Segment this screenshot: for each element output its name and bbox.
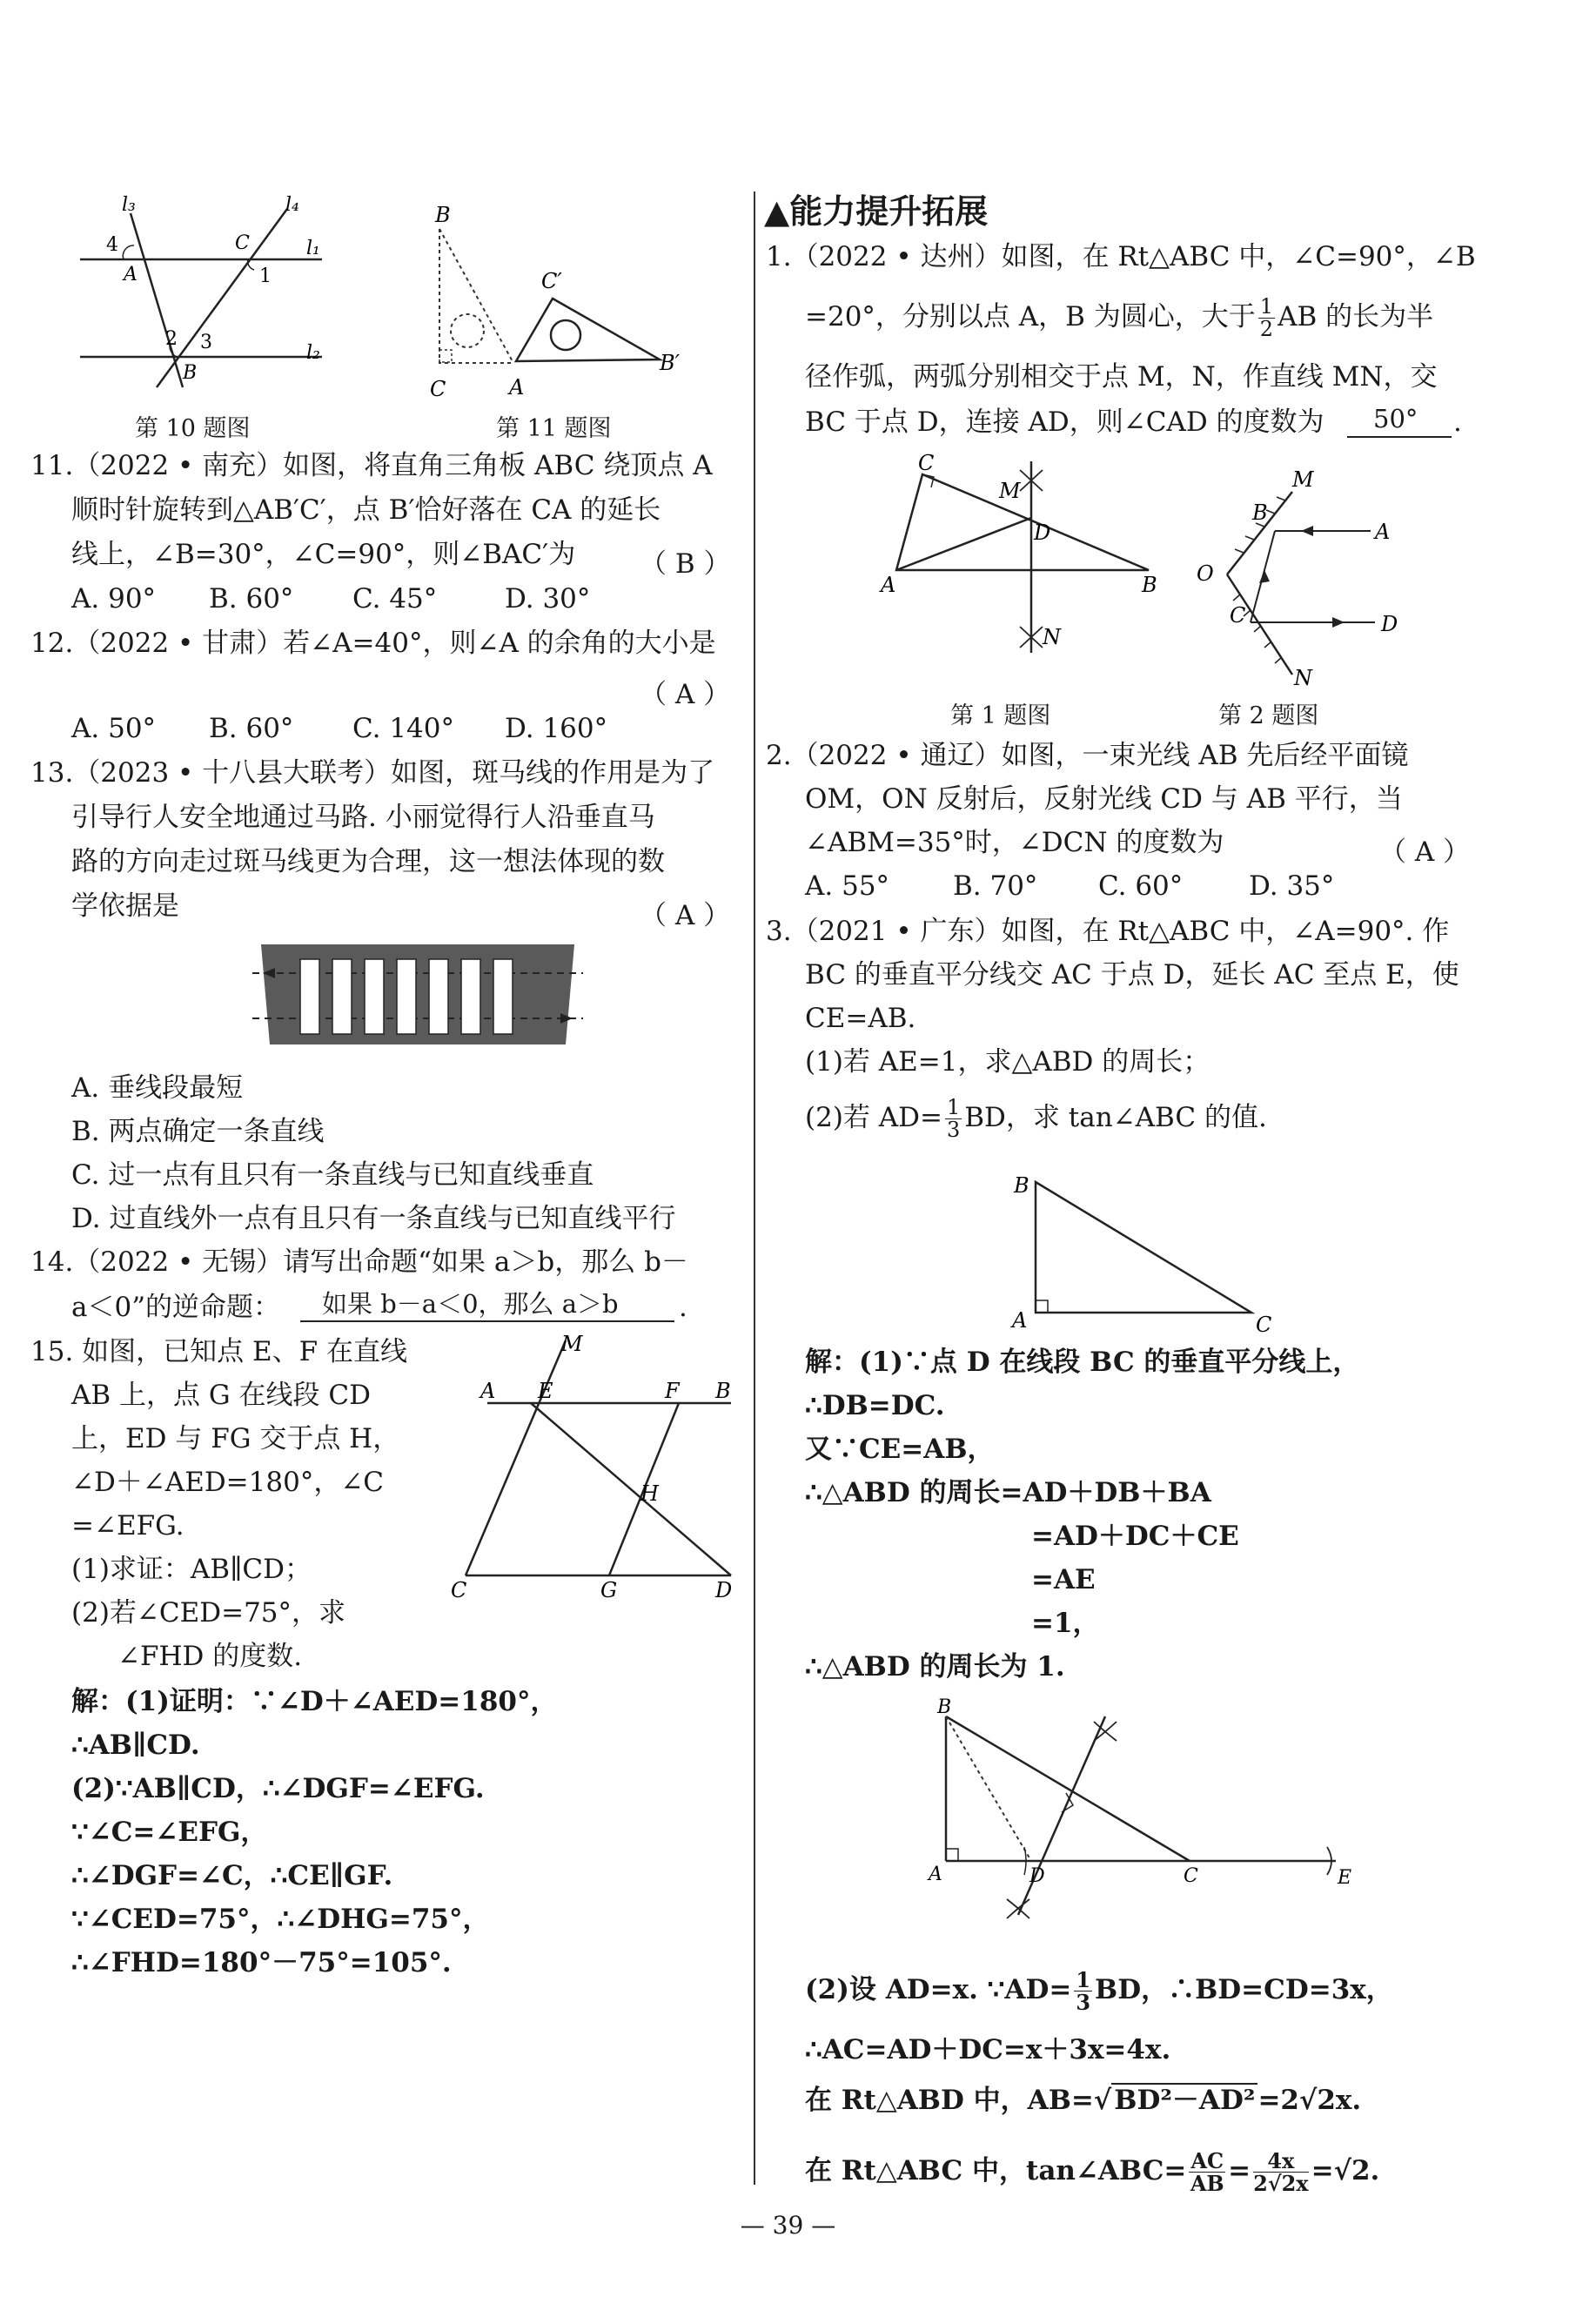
r2-fig-c: C: [1230, 603, 1246, 628]
q15-line-3: 上，ED 与 FG 交于点 H，: [71, 1423, 400, 1454]
q12-option-a: A. 50°: [71, 713, 157, 744]
q13-answer: （ A ）: [640, 900, 731, 931]
r2-option-c: C. 60°: [1098, 870, 1184, 902]
r3-sol2-frac-num: 1: [1076, 1967, 1091, 1992]
r3-line-2: BC 的垂直平分线交 AC 于点 D，延长 AC 至点 E，使: [805, 959, 1459, 991]
q13-line-2: 引导行人安全地通过马路. 小丽觉得行人沿垂直马: [71, 802, 655, 833]
q15-line-8: ∠FHD 的度数.: [117, 1641, 303, 1672]
r3-sol1-2: ∴DB=DC.: [805, 1390, 945, 1421]
r1-line-2-pre: =20°，分别以点 A，B 为圆心，大于: [805, 301, 1256, 333]
r2-line-3: ∠ABM=35°时，∠DCN 的度数为: [805, 827, 1224, 858]
fig10-label-l1: l₁: [306, 238, 320, 259]
r1-fig-d: D: [1034, 521, 1051, 545]
q13-option-a: A. 垂线段最短: [71, 1072, 244, 1104]
r1-line-2: [805, 296, 1433, 340]
r2-fig-o: O: [1197, 561, 1214, 586]
r3-sol2-line-2: ∴AC=AD＋DC=x＋3x=4x.: [805, 2034, 1171, 2065]
q15-line-1: 15. 如图，已知点 E、F 在直线: [30, 1336, 407, 1367]
q12-option-b: B. 60°: [209, 713, 294, 744]
q15-solution-3: (2)∵AB∥CD，∴∠DGF=∠EFG.: [71, 1773, 485, 1804]
r3-sol1-5: =AD＋DC＋CE: [1031, 1521, 1239, 1552]
q12-option-c: C. 140°: [352, 713, 454, 744]
figure-r2: [1188, 466, 1432, 692]
r3-line-1: 3.（2021 • 广东）如图，在 Rt△ABC 中，∠A=90°. 作: [766, 916, 1450, 947]
r3-sol2-line-3: [805, 2087, 1361, 2114]
r2-option-d: D. 35°: [1249, 870, 1335, 902]
q15-fig-e: E: [538, 1379, 553, 1403]
fig10-label-c: C: [235, 232, 250, 254]
q14-line-2-end: .: [679, 1292, 687, 1323]
r1-fig-m: M: [999, 479, 1021, 503]
r1-answer: 50°: [1373, 404, 1418, 433]
r1-fig-a: A: [881, 573, 896, 597]
q15-line-7: (2)若∠CED=75°，求: [71, 1597, 346, 1629]
r2-option-a: A. 55°: [805, 870, 890, 902]
r1-line-4-end: .: [1453, 406, 1462, 438]
column-divider: [754, 191, 755, 2185]
r3-sol2-frac1-num: AC: [1190, 2148, 1224, 2173]
q15-fig-h: H: [640, 1481, 659, 1506]
q11-answer: （ B ）: [640, 548, 731, 580]
r3-tri-b: B: [1014, 1173, 1029, 1198]
q13-option-c: C. 过一点有且只有一条直线与已知直线垂直: [71, 1159, 594, 1191]
r2-fig-n: N: [1294, 666, 1312, 690]
q15-fig-a: A: [480, 1379, 496, 1403]
q15-fig-m: M: [561, 1332, 583, 1356]
r3-tri-c: C: [1256, 1313, 1272, 1337]
r3-sol2-frac-4x: [1253, 2148, 1309, 2197]
fig10-label-2: 2: [165, 328, 178, 350]
q14-line-1: 14.（2022 • 无锡）请写出命题“如果 a＞b，那么 b－: [30, 1246, 688, 1278]
r3-sol2-radicand: BD²－AD²: [1111, 2083, 1257, 2116]
r2-fig-d: D: [1381, 612, 1398, 636]
q13-option-d: D. 过直线外一点有且只有一条直线与已知直线平行: [71, 1203, 676, 1234]
r3-sol2-a-post: BD，∴BD=CD=3x，: [1095, 1974, 1393, 2006]
r3-sol2-fraction: [1074, 1967, 1092, 2016]
r3-tri-a: A: [1012, 1308, 1028, 1333]
q11-option-a: A. 90°: [71, 583, 157, 615]
q11-line-3: 线上，∠B=30°，∠C=90°，则∠BAC′为: [71, 539, 576, 570]
q15-line-2: AB 上，点 G 在线段 CD: [71, 1380, 371, 1411]
r1-fraction: [1258, 296, 1275, 340]
q15-fig-f: F: [665, 1379, 680, 1403]
r3-sol2-c-post: =2√2x.: [1257, 2085, 1362, 2116]
r3-line-4: (1)若 AE=1，求△ABD 的周长；: [805, 1046, 1211, 1078]
r3-sol1-4: ∴△ABD 的周长=AD＋DB＋BA: [805, 1477, 1211, 1508]
r3-fig-b: B: [937, 1697, 952, 1718]
r3-line-3: CE=AB.: [805, 1003, 916, 1034]
q13-line-4: 学依据是: [71, 890, 179, 922]
r2-fig-b: B: [1252, 500, 1268, 525]
q11-option-d: D. 30°: [505, 583, 591, 615]
q15-fig-c: C: [451, 1578, 467, 1602]
r1-line-1: 1.（2022 • 达州）如图，在 Rt△ABC 中，∠C=90°，∠B: [766, 241, 1476, 272]
r3-q2-fraction: [945, 1097, 962, 1141]
figure-r1: [879, 453, 1166, 662]
r3-sol1-7: =1，: [1031, 1608, 1100, 1639]
q15-solution-6: ∵∠CED=75°，∴∠DHG=75°，: [71, 1904, 490, 1935]
q14-line-2: a＜0”的逆命题：: [71, 1292, 281, 1323]
r1-frac-num: 1: [1259, 294, 1274, 319]
q11-line-2: 顺时针旋转到△AB′C′，点 B′恰好落在 CA 的延长: [71, 494, 661, 526]
r3-sol2-frac1-den: AB: [1190, 2171, 1224, 2197]
fig10-label-a: A: [124, 264, 137, 285]
r1-fig-b: B: [1142, 573, 1157, 597]
r3-sol2-sqrt: √BD²－AD²: [1094, 2083, 1258, 2116]
q12-option-d: D. 160°: [505, 713, 608, 744]
fig10-label-b: B: [183, 362, 198, 384]
q15-line-5: =∠EFG.: [71, 1510, 184, 1541]
r3-fig-c: C: [1184, 1865, 1198, 1887]
q11-option-b: B. 60°: [209, 583, 294, 615]
r3-sol2-line-4: 在 Rt△ABC 中，tan∠ABC= $\frac{AC}{AB}$ = $\frac{4x}{2√2x}$ =√2.: [805, 2148, 1380, 2197]
fig11-label-cprime: C′: [541, 269, 562, 293]
q12-answer: （ A ）: [640, 679, 731, 710]
q15-fig-g: G: [600, 1578, 618, 1602]
r3-sol1-1: 解：(1)∵点 D 在线段 BC 的垂直平分线上，: [805, 1347, 1360, 1378]
fig11-label-a: A: [509, 375, 525, 400]
r3-fig-a: A: [929, 1864, 942, 1885]
figure-r3-triangle: [1005, 1166, 1284, 1340]
r1-line-4: BC 于点 D，连接 AD，则∠CAD 的度数为: [805, 406, 1325, 438]
figure-q15: [444, 1332, 744, 1602]
caption-fig11: 第 11 题图: [496, 415, 612, 442]
r2-line-2: OM，ON 反射后，反射光线 CD 与 AB 平行，当: [805, 783, 1403, 815]
q15-solution-1: 解：(1)证明：∵∠D＋∠AED=180°，: [71, 1686, 558, 1717]
r3-sol2-d-pre: 在 Rt△ABC 中，tan∠ABC=: [805, 2155, 1187, 2187]
q13-line-3: 路的方向走过斑马线更为合理，这一想法体现的数: [71, 846, 665, 877]
r3-sol2-frac-ac-ab: [1189, 2148, 1225, 2197]
q15-line-4: ∠D＋∠AED=180°，∠C: [71, 1467, 385, 1498]
r2-fig-a: A: [1375, 520, 1391, 544]
q15-fig-d: D: [715, 1578, 733, 1602]
fig10-label-3: 3: [200, 332, 212, 353]
fig10-label-1: 1: [259, 265, 272, 287]
r3-q2-pre: (2)若 AD=: [805, 1102, 942, 1134]
r3-q2-frac-den: 3: [946, 1118, 961, 1143]
page-number: — 39 —: [740, 2211, 836, 2240]
q15-solution-7: ∴∠FHD=180°－75°=105°.: [71, 1947, 452, 1978]
caption-fig-r1: 第 1 题图: [950, 702, 1051, 729]
figure-r3-solution: [918, 1697, 1371, 1924]
r3-fig-d: D: [1029, 1865, 1045, 1887]
r1-frac-den: 2: [1259, 317, 1274, 342]
q13-line-1: 13.（2023 • 十八县大联考）如图，斑马线的作用是为了: [30, 757, 715, 789]
q11-line-1: 11.（2022 • 南充）如图，将直角三角板 ABC 绕顶点 A: [30, 450, 713, 481]
caption-fig-r2: 第 2 题图: [1218, 702, 1319, 729]
q15-solution-4: ∵∠C=∠EFG，: [71, 1817, 268, 1848]
q14-answer: 如果 b－a＜0，那么 a＞b: [322, 1289, 619, 1319]
q11-option-c: C. 45°: [352, 583, 438, 615]
q15-solution-2: ∴AB∥CD.: [71, 1730, 200, 1761]
r1-line-3: 径作弧，两弧分别相交于点 M，N，作直线 MN，交: [805, 361, 1438, 393]
figure-10: [70, 191, 357, 400]
r2-option-b: B. 70°: [953, 870, 1038, 902]
r3-sol2-frac-den: 3: [1076, 1990, 1091, 2016]
section-heading: ▲能力提升拓展: [764, 192, 989, 231]
q12-line: 12.（2022 • 甘肃）若∠A=40°，则∠A 的余角的大小是: [30, 628, 716, 659]
r3-sol1-8: ∴△ABD 的周长为 1.: [805, 1651, 1065, 1683]
r3-line-5: [805, 1097, 1267, 1141]
r3-sol2-line-1: [805, 1967, 1393, 2016]
r3-sol2-frac2-num: 4x: [1253, 2150, 1308, 2173]
r2-line-1: 2.（2022 • 通辽）如图，一束光线 AB 先后经平面镜: [766, 740, 1409, 771]
r3-sol2-a-pre: (2)设 AD=x. ∵AD=: [805, 1974, 1072, 2006]
r3-sol2-c-pre: 在 Rt△ABD 中，AB=: [805, 2085, 1094, 2116]
fig10-label-4: 4: [106, 234, 118, 256]
r1-fig-n: N: [1043, 625, 1061, 649]
q15-fig-b: B: [715, 1379, 731, 1403]
r3-fig-e: E: [1338, 1867, 1352, 1889]
fig10-label-l2: l₂: [306, 342, 320, 364]
figure-11: [418, 196, 705, 405]
r3-q2-post: BD，求 tan∠ABC 的值.: [964, 1102, 1267, 1134]
r3-q2-frac-num: 1: [946, 1095, 961, 1119]
q15-line-6: (1)求证：AB∥CD；: [71, 1554, 312, 1585]
fig11-label-c: C: [430, 377, 446, 401]
fig10-label-l3: l₃: [122, 194, 136, 216]
zebra-crossing-figure: [252, 940, 583, 1053]
r3-sol2-d-post: =√2.: [1311, 2155, 1380, 2187]
r3-sol2-frac2-den: 2√2x: [1253, 2171, 1309, 2197]
r1-fig-c: C: [918, 453, 935, 475]
caption-fig10: 第 10 题图: [135, 415, 251, 442]
q15-solution-5: ∴∠DGF=∠C，∴CE∥GF.: [71, 1860, 393, 1891]
q14-answer-underline: [300, 1320, 674, 1322]
fig11-label-bprime: B′: [660, 351, 681, 375]
r3-sol1-6: =AE: [1031, 1564, 1096, 1595]
r3-sol1-3: 又∵CE=AB，: [805, 1434, 995, 1465]
fig11-label-b: B: [435, 203, 451, 227]
r2-answer: （ A ）: [1379, 836, 1471, 868]
r1-answer-underline: [1347, 435, 1452, 438]
q13-option-b: B. 两点确定一条直线: [71, 1116, 325, 1147]
r1-line-2-post: AB 的长为半: [1278, 301, 1434, 333]
r2-fig-m: M: [1292, 467, 1314, 492]
fig10-label-l4: l₄: [285, 194, 299, 216]
